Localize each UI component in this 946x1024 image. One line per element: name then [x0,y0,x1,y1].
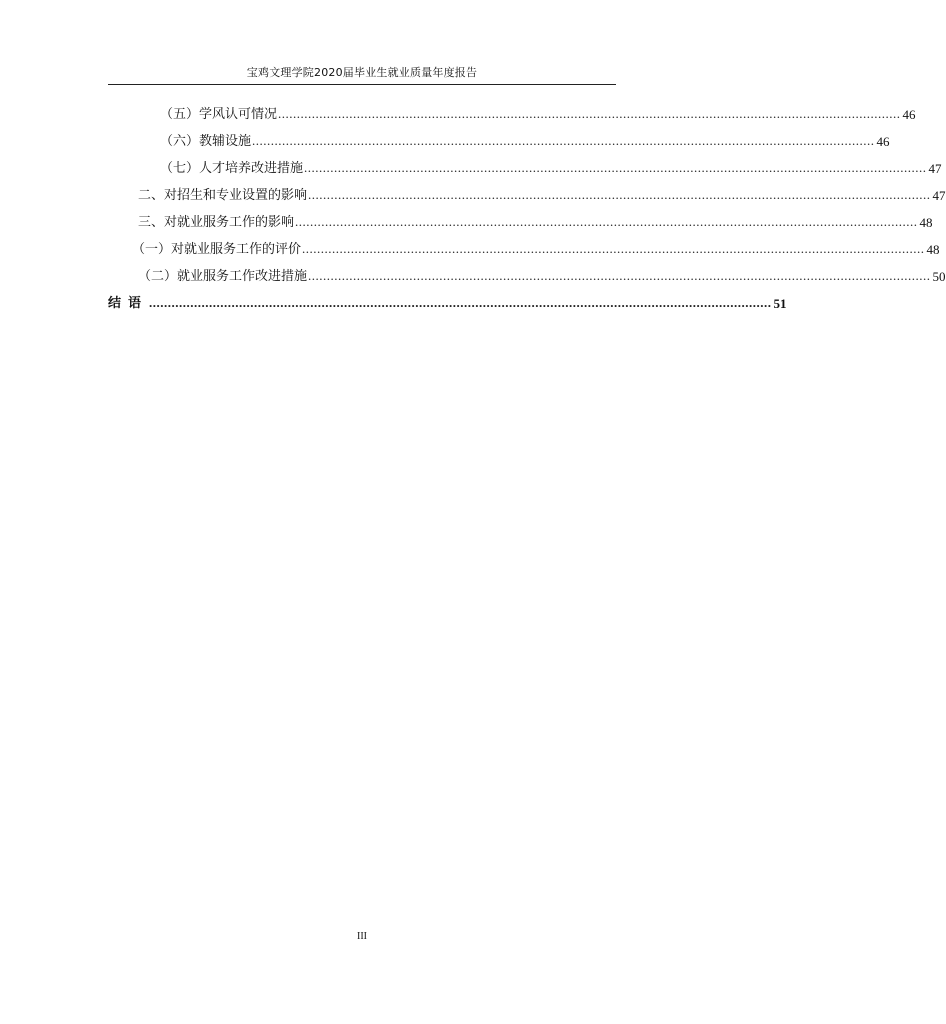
toc-entry-page: 46 [876,134,890,149]
toc-entry[interactable] [108,238,940,260]
toc-entry-page: 47 [932,188,946,203]
toc-entry-title: （五）学风认可情况 [160,107,278,122]
toc-entry[interactable] [108,184,946,206]
toc-entry-page: 48 [926,242,940,257]
toc-entry-title: 结语 [108,296,149,311]
toc-entry[interactable] [108,157,942,179]
toc-entry-page: 51 [773,296,787,311]
toc-entry[interactable] [108,130,890,152]
toc-entry-title: （七）人才培养改进措施 [160,161,304,176]
toc-dot-leader: ...................................................................................................................................................................... [295,214,918,229]
toc-dot-leader: ...................................................................................................................................................................... [252,133,875,148]
toc-dot-leader: ...................................................................................................................................................................... [302,241,925,256]
toc-entry[interactable] [108,103,916,125]
toc-entry-title: 二、对招生和专业设置的影响 [138,188,308,203]
toc-dot-leader: ...................................................................................................................................................................... [149,295,772,310]
running-header [108,64,616,85]
toc-dot-leader: ...................................................................................................................................................................... [308,268,931,283]
toc-entry-title: 三、对就业服务工作的影响 [138,215,295,230]
toc-entry-title: （一）对就业服务工作的评价 [132,242,302,257]
toc-entry[interactable] [108,292,787,314]
toc-entry[interactable] [108,211,933,233]
toc-entry-page: 48 [919,215,933,230]
toc-entry-page: 46 [902,107,916,122]
toc-entry-page: 50 [932,269,946,284]
header-title: 宝鸡文理学院2020届毕业生就业质量年度报告 [246,66,478,79]
toc-entry-title: （二）就业服务工作改进措施 [138,269,308,284]
toc-entry-page: 47 [928,161,942,176]
page-footer [0,931,724,942]
page-number: III [357,931,367,942]
toc-dot-leader: ...................................................................................................................................................................... [278,106,901,121]
toc-dot-leader: ...................................................................................................................................................................... [308,187,931,202]
toc-dot-leader: ...................................................................................................................................................................... [304,160,927,175]
toc-entry-title: （六）教辅设施 [160,134,252,149]
toc-entry[interactable] [108,265,946,287]
